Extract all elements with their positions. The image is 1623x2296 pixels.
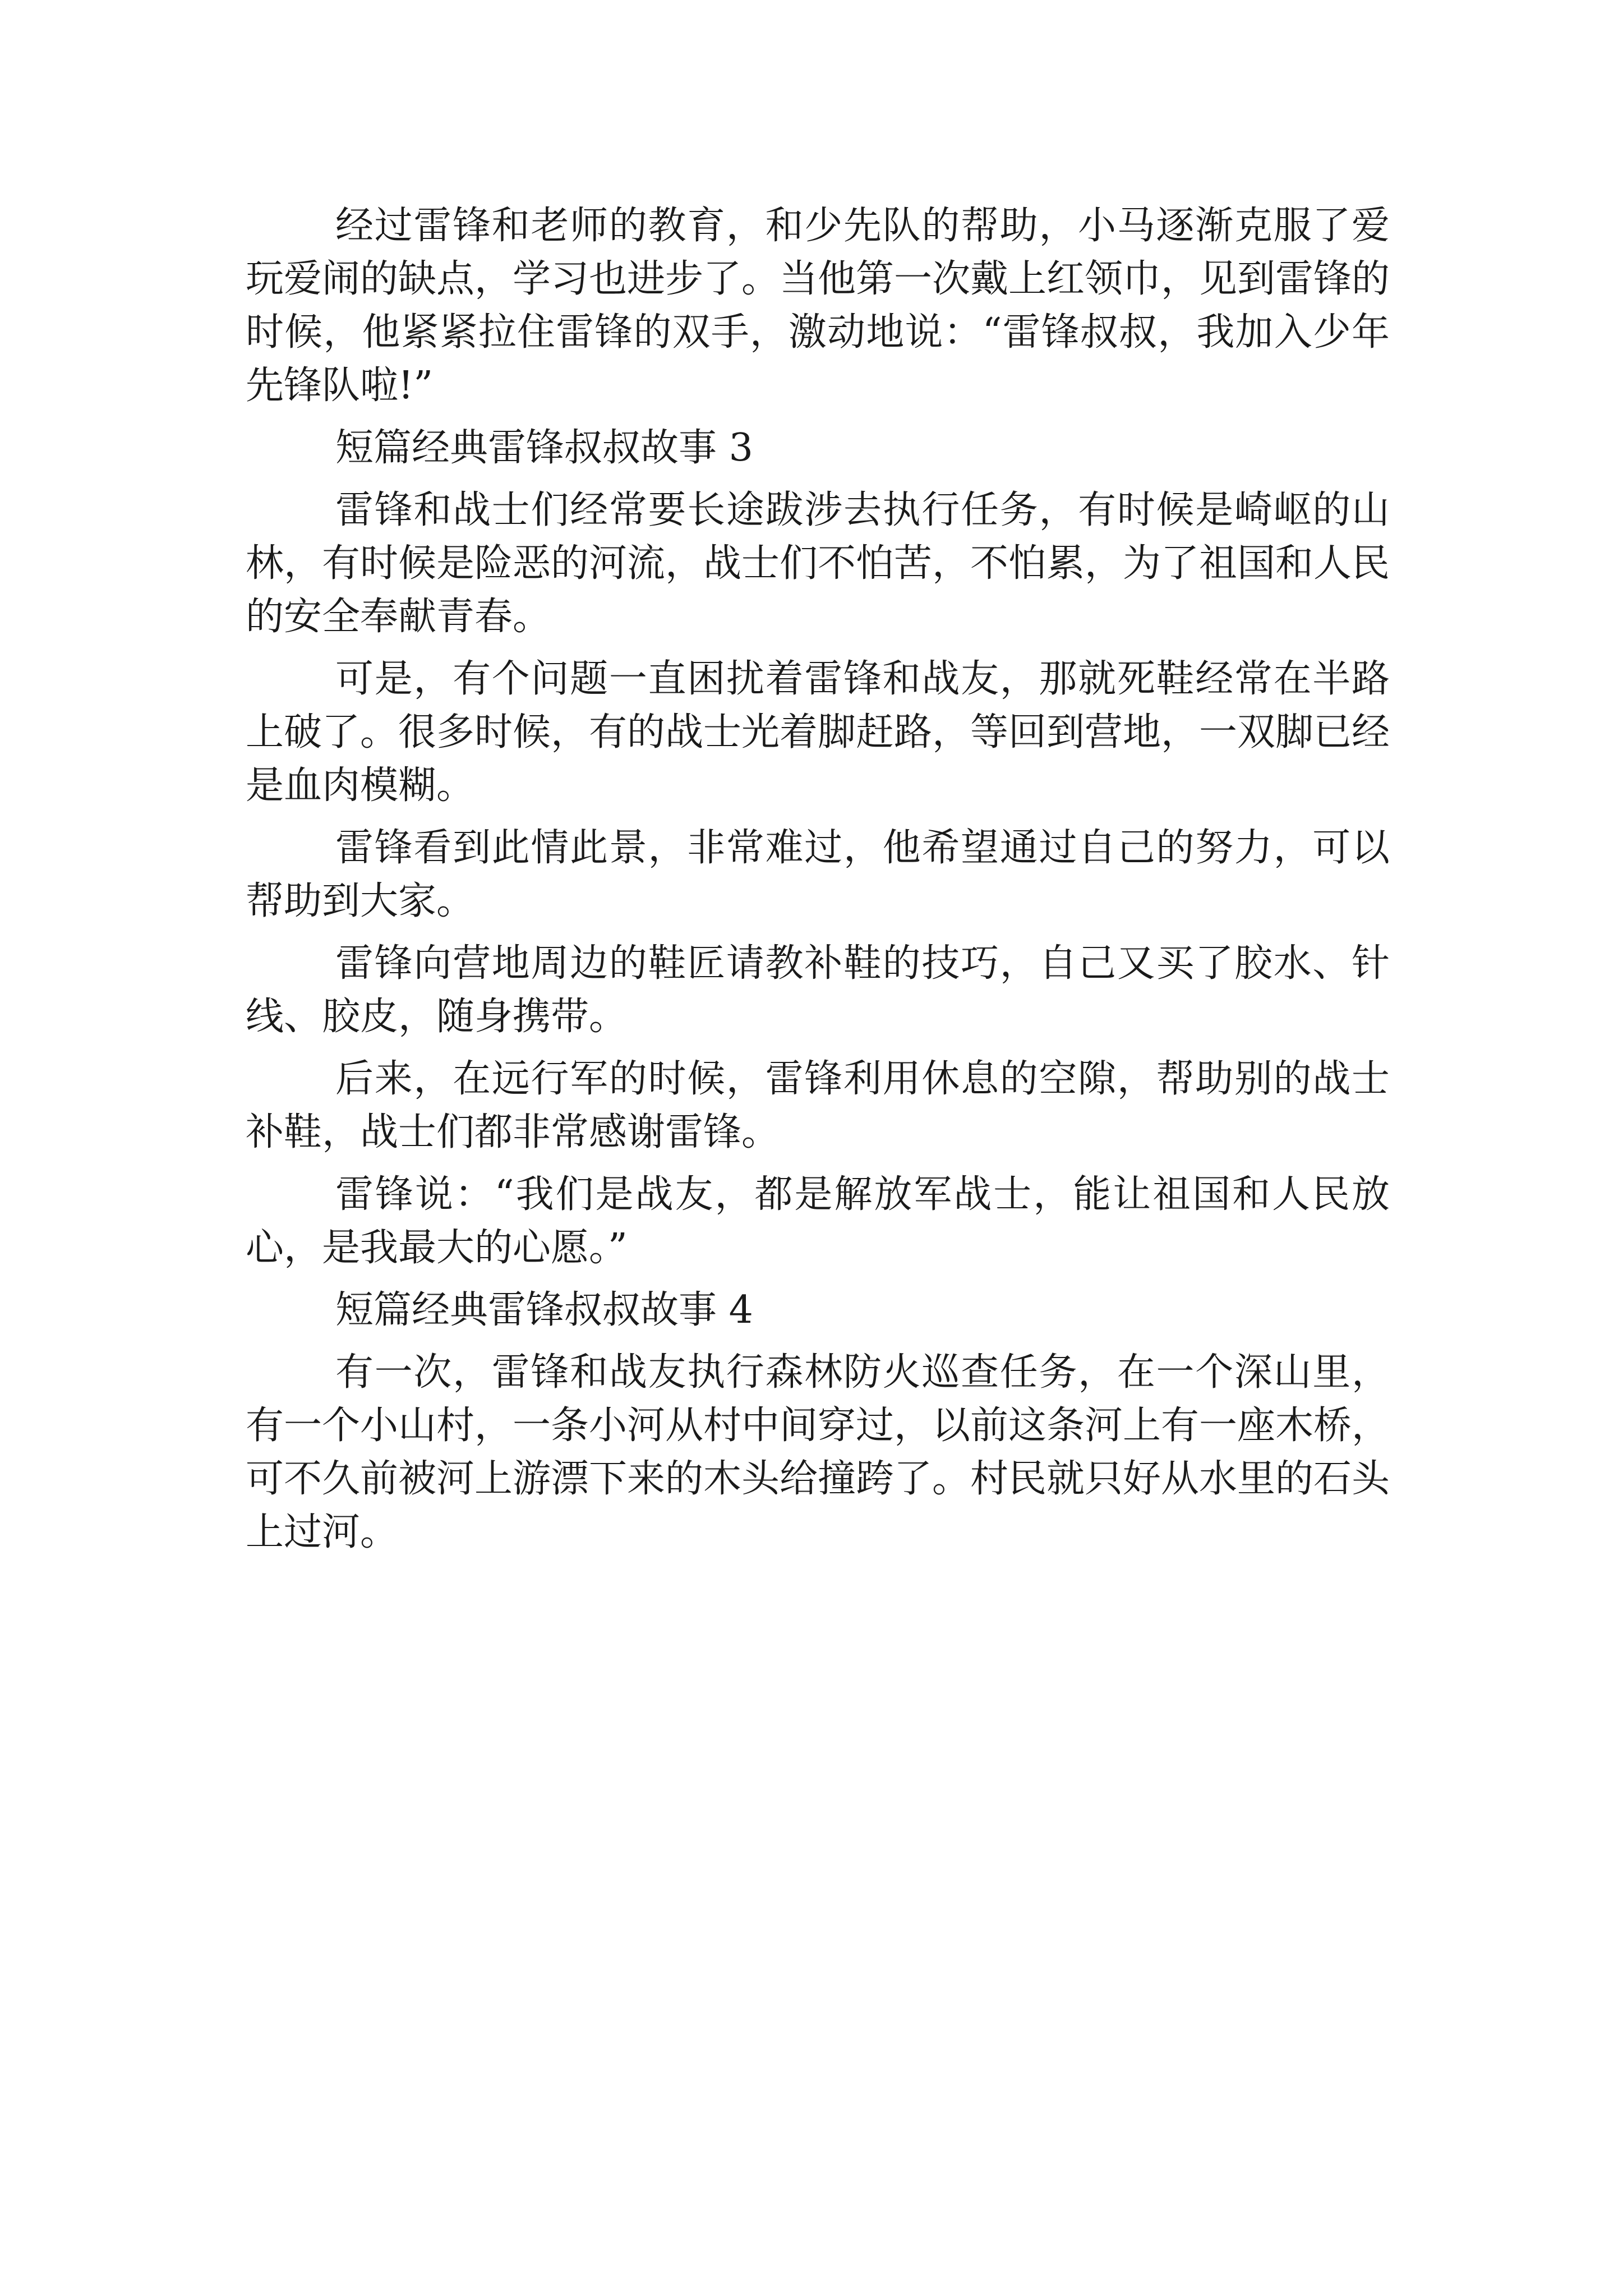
paragraph-2: 雷锋和战士们经常要长途跋涉去执行任务，有时候是崎岖的山林，有时候是险恶的河流，战士们不怕苦，不怕累，为了祖国和人民的安全奉献青春。 bbox=[246, 488, 1390, 639]
paragraph-7: 雷锋说：“我们是战友，都是解放军战士，能让祖国和人民放心，是我最大的心愿。” bbox=[246, 1172, 1390, 1270]
paragraph-8: 有一次，雷锋和战友执行森林防火巡查任务，在一个深山里，有一个小山村，一条小河从村中间穿过，以前这条河上有一座木桥，可不久前被河上游漂下来的木头给撞跨了。村民就只好从水里的石头上过河。 bbox=[246, 1350, 1390, 1554]
paragraph-1: 经过雷锋和老师的教育，和少先队的帮助，小马逐渐克服了爱玩爱闹的缺点，学习也进步了。当他第一次戴上红领巾，见到雷锋的时候，他紧紧拉住雷锋的双手，激动地说：“雷锋叔叔，我加入少年先锋队啦!” bbox=[246, 204, 1390, 408]
paragraph-3: 可是，有个问题一直困扰着雷锋和战友，那就死鞋经常在半路上破了。很多时候，有的战士光着脚赶路，等回到营地，一双脚已经是血肉模糊。 bbox=[246, 657, 1390, 808]
paragraph-4: 雷锋看到此情此景，非常难过，他希望通过自己的努力，可以帮助到大家。 bbox=[246, 826, 1390, 923]
document-body bbox=[246, 199, 1390, 1568]
paragraph-6: 后来，在远行军的时候，雷锋利用休息的空隙，帮助别的战士补鞋，战士们都非常感谢雷锋。 bbox=[246, 1057, 1390, 1154]
paragraph-5: 雷锋向营地周边的鞋匠请教补鞋的技巧，自己又买了胶水、针线、胶皮，随身携带。 bbox=[246, 941, 1390, 1039]
story-heading-4: 短篇经典雷锋叔叔故事 4 bbox=[335, 1288, 753, 1332]
story-heading-3: 短篇经典雷锋叔叔故事 3 bbox=[335, 426, 753, 470]
